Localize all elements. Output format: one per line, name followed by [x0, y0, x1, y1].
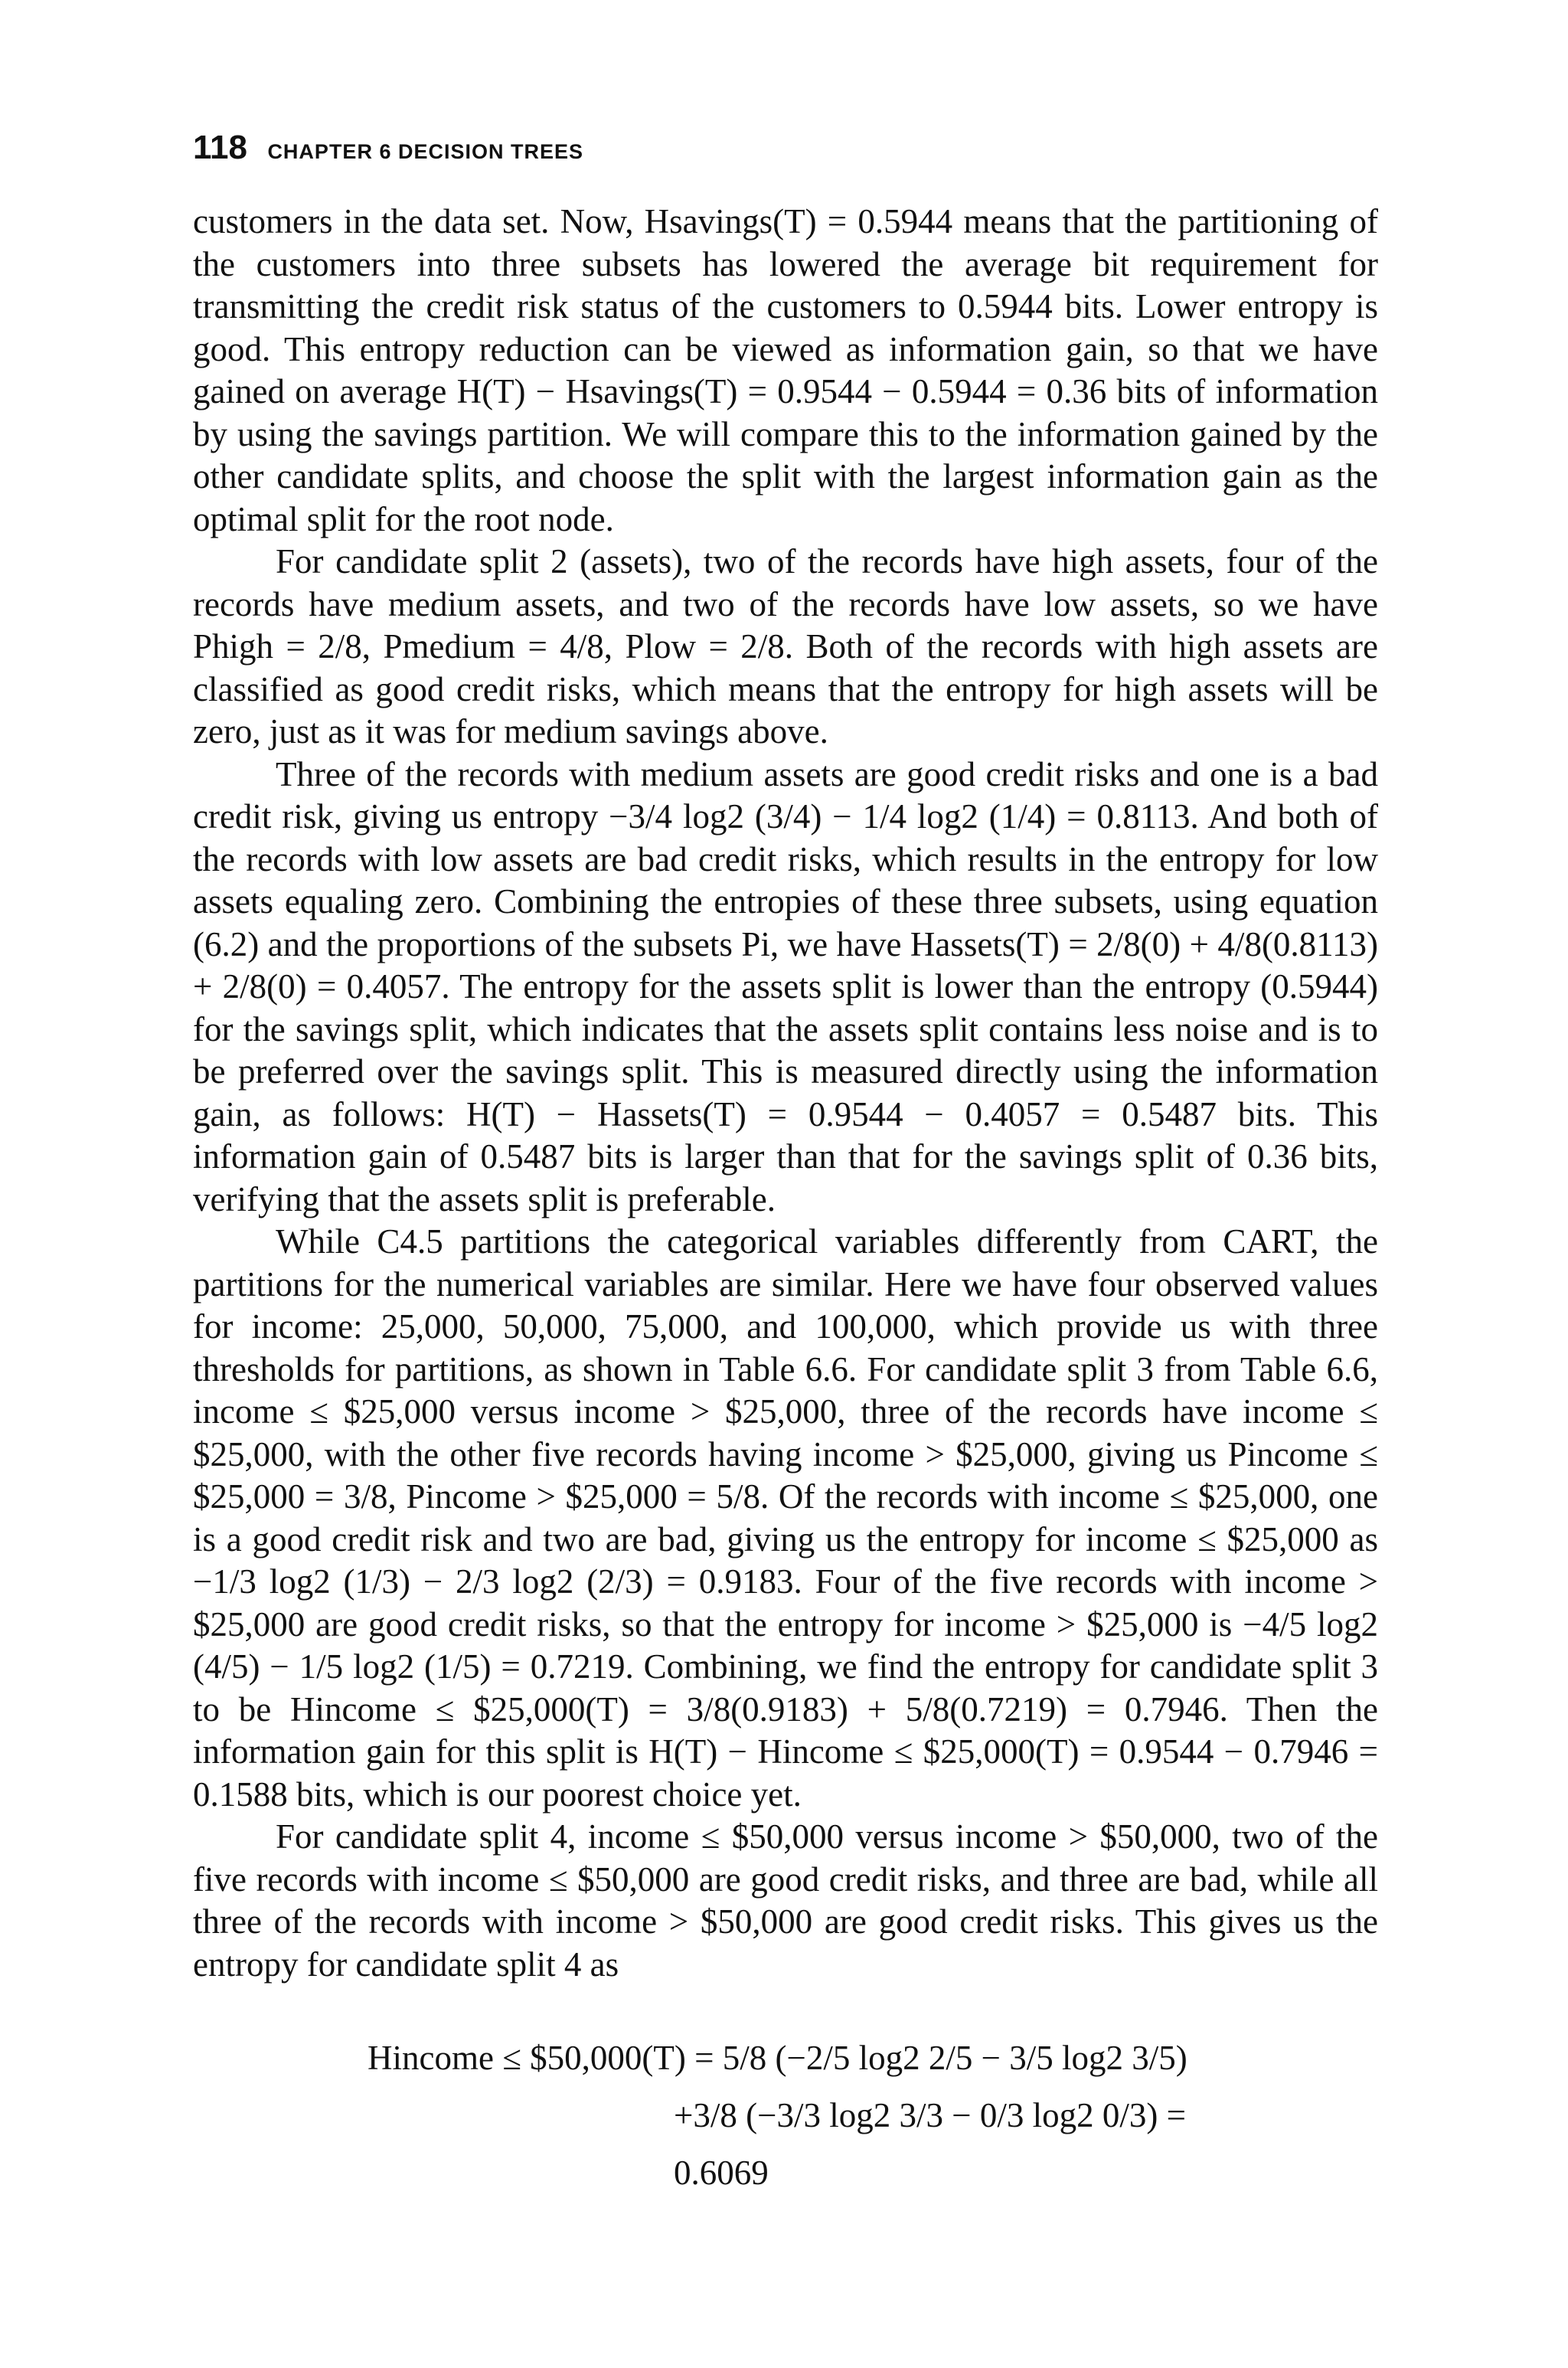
page-number: 118 [193, 129, 247, 166]
body-text [193, 201, 1378, 1986]
paragraph-2: For candidate split 2 (assets), two of the records have high assets, four of the records have medium assets, and two of the records have low assets, so we have Phigh = 2/8, Pmedium = 4/8, Plow = 2/8. Both of the records with high assets are classified as good credit risks, which means that the entropy for high assets will be zero, just as it was for medium savings above. [193, 542, 1378, 751]
entropy-equation [368, 2029, 1286, 2202]
paragraph-5: For candidate split 4, income ≤ $50,000 versus income > $50,000, two of the five records with income ≤ $50,000 are good credit risks, and three are bad, while all three of the records with income > $50,000 are good credit risks. This gives us the entropy for candidate split 4 as [193, 1817, 1378, 1984]
equation-line-2: +3/8 (−3/3 log2 3/3 − 0/3 log2 0/3) = 0.6069 [674, 2096, 1187, 2192]
chapter-title: CHAPTER 6 DECISION TREES [267, 140, 583, 163]
paragraph-1: customers in the data set. Now, Hsavings(T) = 0.5944 means that the partitioning of the customers into three subsets has lowered the average bit requirement for transmitting the credit risk status of the customers to 0.5944 bits. Lower entropy is good. This entropy reduction can be viewed as information gain, so that we have gained on average H(T) − Hsavings(T) = 0.9544 − 0.5944 = 0.36 bits of information by using the savings partition. We will compare this to the information gained by the other candidate splits, and choose the split with the largest information gain as the optimal split for the root node. [193, 202, 1378, 538]
running-header [193, 129, 583, 167]
paragraph-3: Three of the records with medium assets are good credit risks and one is a bad credit risk, giving us entropy −3/4 log2 (3/4) − 1/4 log2 (1/4) = 0.8113. And both of the records with low assets are bad credit risks, which results in the entropy for low assets equaling zero. Combining the entropies of these three subsets, using equation (6.2) and the proportions of the subsets Pi, we have Hassets(T) = 2/8(0) + 4/8(0.8113) + 2/8(0) = 0.4057. The entropy for the assets split is lower than the entropy (0.5944) for the savings split, which indicates that the assets split contains less noise and is to be preferred over the savings split. This is measured directly using the information gain, as follows: H(T) − Hassets(T) = 0.9544 − 0.4057 = 0.5487 bits. This information gain of 0.5487 bits is larger than that for the savings split of 0.36 bits, verifying that the assets split is preferable. [193, 754, 1378, 1218]
equation-line-1: Hincome ≤ $50,000(T) = 5/8 (−2/5 log2 2/5 − 3/5 log2 3/5) [368, 2039, 1187, 2077]
paragraph-4: While C4.5 partitions the categorical variables differently from CART, the partitions for the numerical variables are similar. Here we have four observed values for income: 25,000, 50,000, 75,000, and 100,000, which provide us with three thresholds for partitions, as shown in Table 6.6. For candidate split 3 from Table 6.6, income ≤ $25,000 versus income > $25,000, three of the records have income ≤ $25,000, with the other five records having income > $25,000, giving us Pincome ≤ $25,000 = 3/8, Pincome > $25,000 = 5/8. Of the records with income ≤ $25,000, one is a good credit risk and two are bad, giving us the entropy for income ≤ $25,000 as −1/3 log2 (1/3) − 2/3 log2 (2/3) = 0.9183. Four of the five records with income > $25,000 are good credit risks, so that the entropy for income > $25,000 is −4/5 log2 (4/5) − 1/5 log2 (1/5) = 0.7219. Combining, we find the entropy for candidate split 3 to be Hincome ≤ $25,000(T) = 3/8(0.9183) + 5/8(0.7219) = 0.7946. Then the information gain for this split is H(T) − Hincome ≤ $25,000(T) = 0.9544 − 0.7946 = 0.1588 bits, which is our poorest choice yet. [193, 1222, 1378, 1814]
